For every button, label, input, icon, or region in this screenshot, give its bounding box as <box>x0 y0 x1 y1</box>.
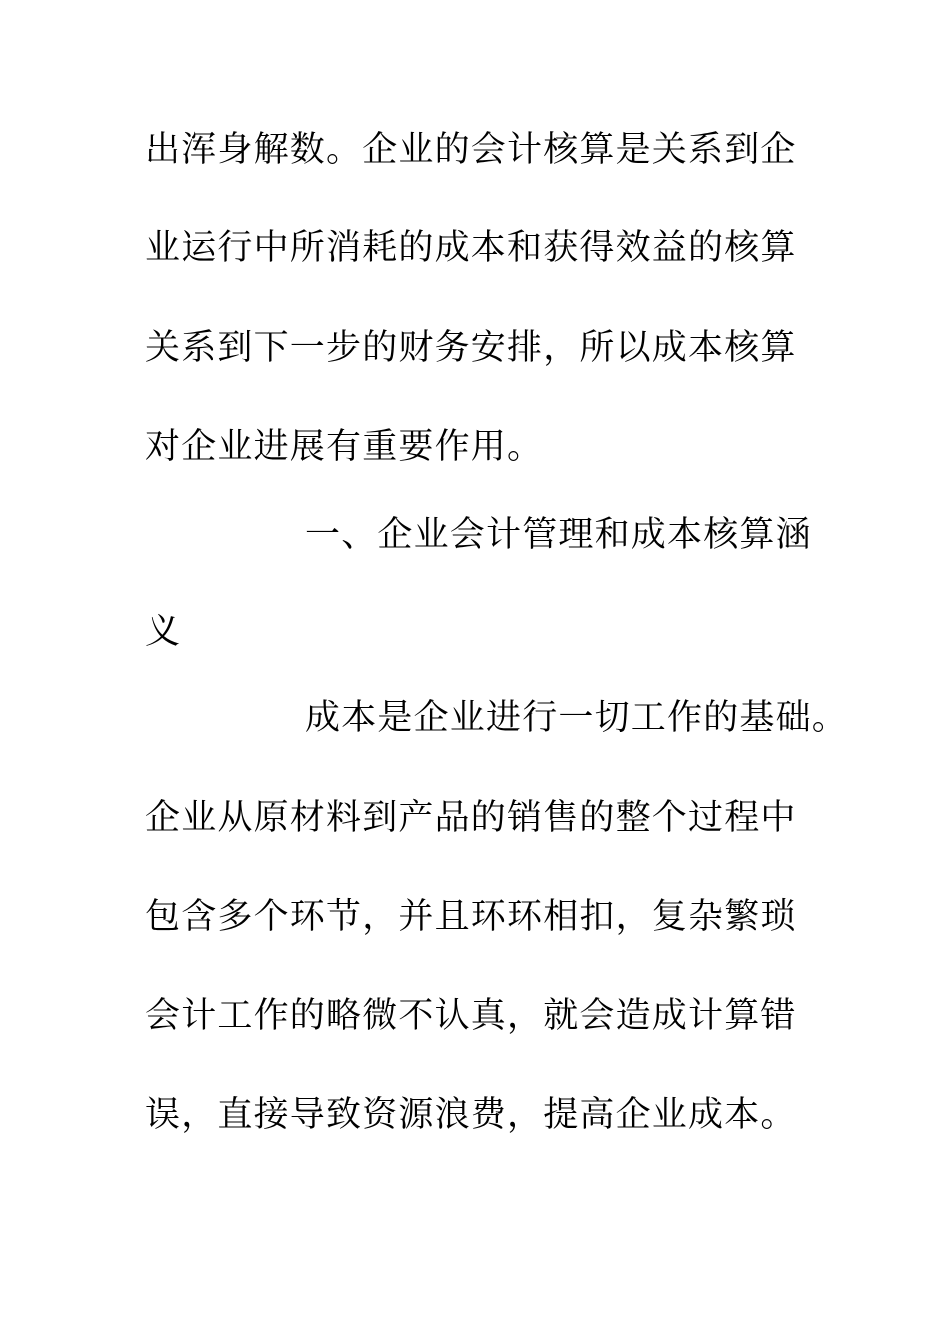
paragraph-line: 对企业进展有重要作用。 <box>145 427 544 467</box>
paragraph-line: 包含多个环节，并且环环相扣，复杂繁琐 <box>145 897 797 937</box>
paragraph-line: 会计工作的略微不认真，就会造成计算错 <box>145 996 797 1036</box>
section-heading-continued: 义 <box>145 612 182 652</box>
paragraph-line: 关系到下一步的财务安排，所以成本核算 <box>145 328 797 368</box>
paragraph-line: 成本是企业进行一切工作的基础。 <box>305 698 849 738</box>
paragraph-line: 出浑身解数。企业的会计核算是关系到企 <box>145 130 797 170</box>
section-heading: 一、企业会计管理和成本核算涵 <box>305 515 812 555</box>
paragraph-line: 误，直接导致资源浪费，提高企业成本。 <box>145 1095 797 1135</box>
paragraph-line: 业运行中所消耗的成本和获得效益的核算 <box>145 228 797 268</box>
paragraph-line: 企业从原材料到产品的销售的整个过程中 <box>145 798 797 838</box>
